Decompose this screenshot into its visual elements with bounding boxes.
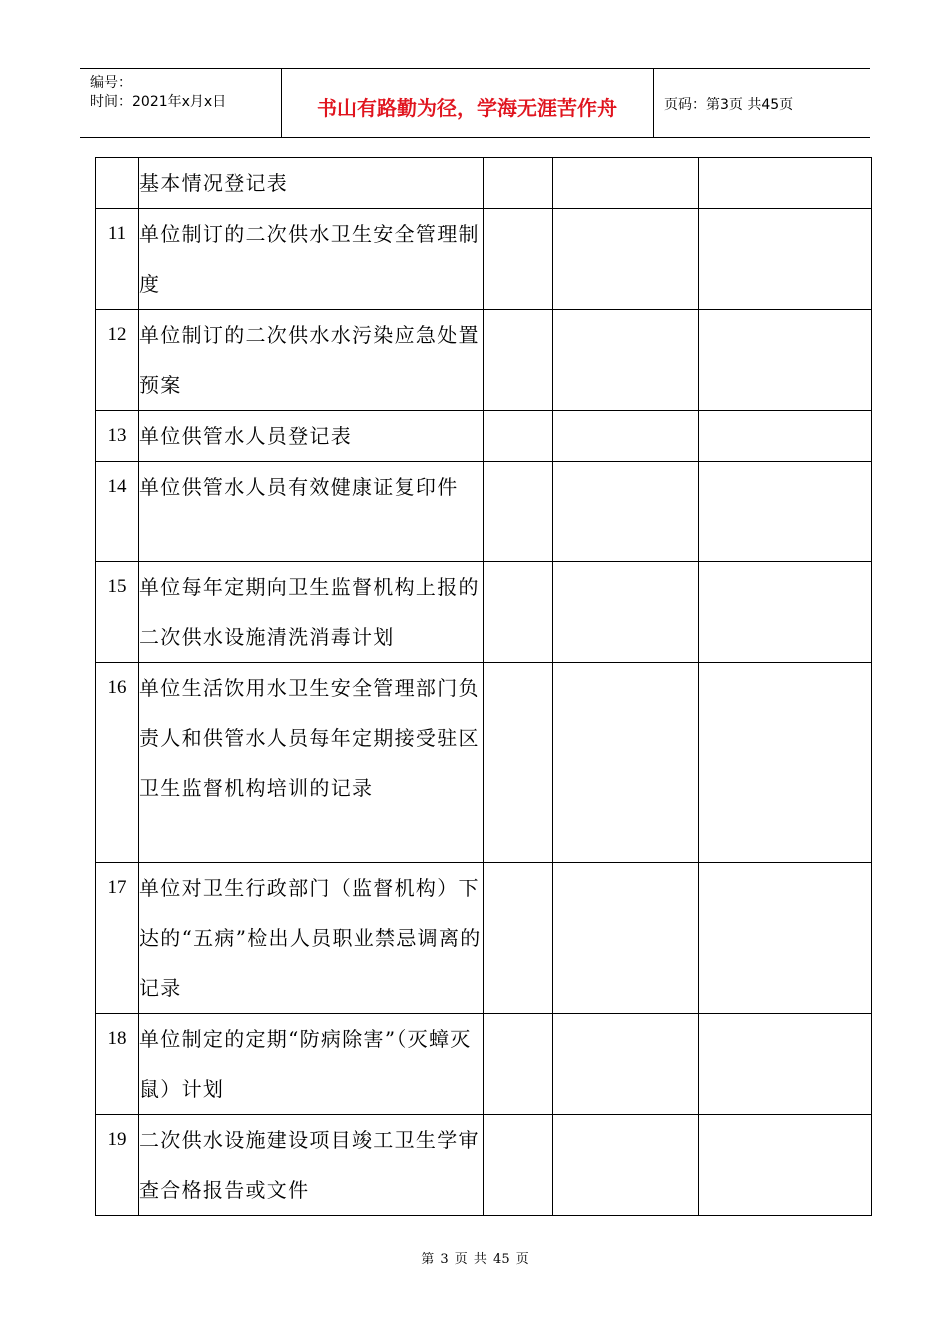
cell-col3	[484, 462, 553, 562]
page-info: 页码：第3页 共45页	[664, 97, 794, 113]
cell-col3	[484, 158, 553, 209]
cell-col3	[484, 411, 553, 462]
cell-col5	[699, 863, 872, 1014]
cell-col5	[699, 411, 872, 462]
cell-col5	[699, 209, 872, 310]
row-description: 单位每年定期向卫生监督机构上报的二次供水设施清洗消毒计划	[139, 562, 484, 663]
header-motto-cell	[281, 69, 654, 137]
row-description: 单位制订的二次供水卫生安全管理制度	[139, 209, 484, 310]
cell-col3	[484, 863, 553, 1014]
row-description: 单位制定的定期“防病除害”（灭蟑灭鼠）计划	[139, 1014, 484, 1115]
cell-col5	[699, 462, 872, 562]
table-row	[96, 1014, 872, 1115]
table-row	[96, 462, 872, 562]
row-description: 单位制订的二次供水水污染应急处置预案	[139, 310, 484, 411]
cell-col4	[553, 562, 699, 663]
table-row	[96, 411, 872, 462]
row-number: 14	[96, 462, 139, 562]
row-number: 19	[96, 1115, 139, 1216]
header-page-cell	[654, 69, 870, 137]
header-meta	[80, 69, 282, 137]
cell-col5	[699, 562, 872, 663]
row-description: 基本情况登记表	[139, 158, 484, 209]
cell-col4	[553, 863, 699, 1014]
cell-col4	[553, 462, 699, 562]
table-row	[96, 663, 872, 863]
row-description: 单位生活饮用水卫生安全管理部门负责人和供管水人员每年定期接受驻区卫生监督机构培训的记录	[139, 663, 484, 863]
table-row	[96, 1115, 872, 1216]
cell-col3	[484, 562, 553, 663]
row-description: 二次供水设施建设项目竣工卫生学审查合格报告或文件	[139, 1115, 484, 1216]
date-label: 时间：2021年x月x日	[90, 94, 227, 110]
cell-col4	[553, 310, 699, 411]
cell-col5	[699, 1115, 872, 1216]
row-description: 单位供管水人员有效健康证复印件	[139, 462, 484, 562]
row-description: 单位对卫生行政部门（监督机构）下达的“五病”检出人员职业禁忌调离的记录	[139, 863, 484, 1014]
row-number: 15	[96, 562, 139, 663]
cell-col3	[484, 209, 553, 310]
row-number: 17	[96, 863, 139, 1014]
table-row	[96, 310, 872, 411]
row-number: 13	[96, 411, 139, 462]
cell-col4	[553, 158, 699, 209]
cell-col5	[699, 1014, 872, 1115]
table-row	[96, 562, 872, 663]
page-footer: 第 3 页 共 45 页	[421, 1252, 529, 1267]
checklist-table	[95, 157, 872, 1216]
row-number	[96, 158, 139, 209]
cell-col3	[484, 663, 553, 863]
row-description: 单位供管水人员登记表	[139, 411, 484, 462]
cell-col5	[699, 663, 872, 863]
cell-col3	[484, 310, 553, 411]
table-row	[96, 209, 872, 310]
cell-col4	[553, 1014, 699, 1115]
motto: 书山有路勤为径，学海无涯苦作舟	[317, 96, 617, 120]
row-number: 11	[96, 209, 139, 310]
cell-col4	[553, 1115, 699, 1216]
cell-col3	[484, 1115, 553, 1216]
cell-col4	[553, 411, 699, 462]
row-number: 18	[96, 1014, 139, 1115]
cell-col5	[699, 310, 872, 411]
page-header	[80, 68, 870, 138]
cell-col4	[553, 209, 699, 310]
row-number: 16	[96, 663, 139, 863]
table-row	[96, 863, 872, 1014]
cell-col4	[553, 663, 699, 863]
code-label: 编号：	[90, 75, 132, 91]
cell-col3	[484, 1014, 553, 1115]
row-number: 12	[96, 310, 139, 411]
table-row	[96, 158, 872, 209]
cell-col5	[699, 158, 872, 209]
